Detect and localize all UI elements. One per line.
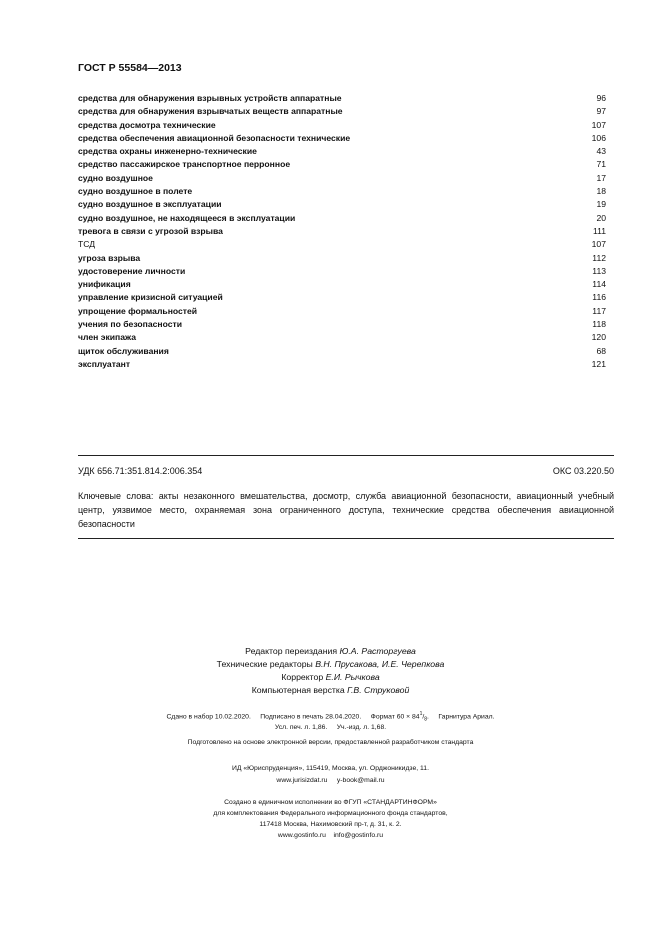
publisher-email-link[interactable]: y-book@mail.ru <box>336 777 385 784</box>
index-entry <box>78 145 606 158</box>
credit-tech-editors: Технические редакторы В.Н. Прусакова, И.Е. Черепкова <box>216 659 445 669</box>
index-entry <box>78 265 606 278</box>
index-term: средства для обнаружения взрывчатых веществ аппаратные <box>78 106 343 117</box>
index-entry <box>78 331 606 344</box>
credit-corrector: Корректор Е.И. Рычкова <box>281 672 380 682</box>
index-term: упрощение формальностей <box>78 305 198 316</box>
index-term: ТСД <box>78 239 96 250</box>
index-term: судно воздушное в эксплуатации <box>78 199 222 210</box>
index-entry <box>78 252 606 265</box>
index-term: член экипажа <box>78 332 136 343</box>
index-page: 118 <box>592 319 606 330</box>
index-entry <box>78 158 606 171</box>
index-entry <box>78 225 606 238</box>
index-page: 71 <box>596 159 606 170</box>
index-entry <box>78 291 606 304</box>
index-term: щиток обслуживания <box>78 345 169 356</box>
credit-layout: Компьютерная верстка Г.В. Струковой <box>251 685 410 695</box>
index-page: 116 <box>592 292 606 303</box>
credit-editor: Редактор переиздания Ю.А. Расторгуева <box>245 646 416 656</box>
index-page: 120 <box>591 332 606 343</box>
divider-bottom <box>78 538 614 539</box>
udk-code: УДК 656.71:351.814.2:006.354 <box>78 466 203 476</box>
index-term: эксплуатант <box>78 358 131 369</box>
index-entry <box>78 185 606 198</box>
fund-site-link[interactable]: www.gostinfo.ru <box>277 832 326 839</box>
term-index <box>78 92 606 371</box>
index-page: 18 <box>596 186 606 197</box>
index-term: учения по безопасности <box>78 319 182 330</box>
index-entry <box>78 119 606 132</box>
fund-contacts <box>0 832 661 839</box>
index-page: 112 <box>592 252 606 263</box>
print-info-line2: Усл. печ. л. 1,86. Уч.-изд. л. 1,68. <box>274 724 387 731</box>
index-entry <box>78 212 606 225</box>
index-entry <box>78 238 606 251</box>
publisher-site-link[interactable]: www.jurisizdat.ru <box>276 777 328 784</box>
publisher-address: ИД «Юриспруденция», 115419, Москва, ул. Орджоникидзе, 11. <box>232 765 429 772</box>
index-entry <box>78 198 606 211</box>
index-page: 117 <box>592 305 606 316</box>
index-term: унификация <box>78 279 131 290</box>
index-entry <box>78 92 606 105</box>
fund-line3: 117418 Москва, Нахимовский пр-т, д. 31, к. 2. <box>259 821 402 828</box>
prepared-note: Подготовлено на основе электронной версии, предоставленной разработчиком стандарта <box>187 739 474 746</box>
index-term: управление кризисной ситуацией <box>78 292 223 303</box>
index-page: 106 <box>591 132 606 143</box>
index-term: тревога в связи с угрозой взрыва <box>78 225 223 236</box>
index-term: средства досмотра технические <box>78 119 216 130</box>
index-page: 107 <box>591 119 606 130</box>
index-page: 121 <box>591 358 606 369</box>
index-term: средства обеспечения авиационной безопасности технические <box>78 132 351 143</box>
keywords: Ключевые слова: акты незаконного вмешательства, досмотр, служба авиационной безопасности, авиационный учебный центр, уязвимое место, охраняемая зона ограниченного доступа, технические средства обеспечения авиационной безопасности <box>78 491 614 530</box>
index-page: 17 <box>596 172 606 183</box>
index-page: 19 <box>596 199 606 210</box>
index-entry <box>78 172 606 185</box>
document-header: ГОСТ Р 55584—2013 <box>78 62 182 74</box>
divider-top <box>78 455 614 456</box>
index-entry <box>78 358 606 371</box>
index-entry <box>78 345 606 358</box>
index-term: судно воздушное <box>78 172 153 183</box>
index-page: 43 <box>596 146 606 157</box>
index-term: судно воздушное, не находящееся в эксплуатации <box>78 212 296 223</box>
print-info-line1: Сдано в набор 10.02.2020. Подписано в печать 28.04.2020. Формат $60 \times 84^1/_8$. Гарнитура Ариал. <box>166 711 495 723</box>
index-page: 96 <box>596 93 606 103</box>
index-page: 111 <box>592 225 606 236</box>
index-term: угроза взрыва <box>78 252 141 263</box>
oks-code: ОКС 03.220.50 <box>552 466 614 476</box>
index-entry <box>78 318 606 331</box>
index-term: средства для обнаружения взрывных устройств аппаратные <box>78 93 342 103</box>
index-term: судно воздушное в полете <box>78 186 193 197</box>
index-page: 68 <box>596 345 606 356</box>
index-entry <box>78 278 606 291</box>
index-page: 97 <box>596 106 606 117</box>
index-entry <box>78 132 606 145</box>
fund-line1: Создано в единичном исполнении во ФГУП «СТАНДАРТИНФОРМ» <box>224 799 437 806</box>
index-page: 114 <box>592 279 606 290</box>
index-page: 113 <box>592 265 606 276</box>
index-page: 107 <box>591 239 606 250</box>
index-entry <box>78 105 606 118</box>
index-entry <box>78 305 606 318</box>
publisher-contacts <box>0 777 661 784</box>
fund-line2: для комплектования Федерального информационного фонда стандартов, <box>213 810 448 817</box>
fund-email-link[interactable]: info@gostinfo.ru <box>333 832 384 839</box>
index-term: средство пассажирское транспортное перронное <box>78 159 291 170</box>
index-page: 20 <box>596 212 606 223</box>
index-term: средства охраны инженерно-технические <box>78 146 257 157</box>
index-term: удостоверение личности <box>78 265 186 276</box>
